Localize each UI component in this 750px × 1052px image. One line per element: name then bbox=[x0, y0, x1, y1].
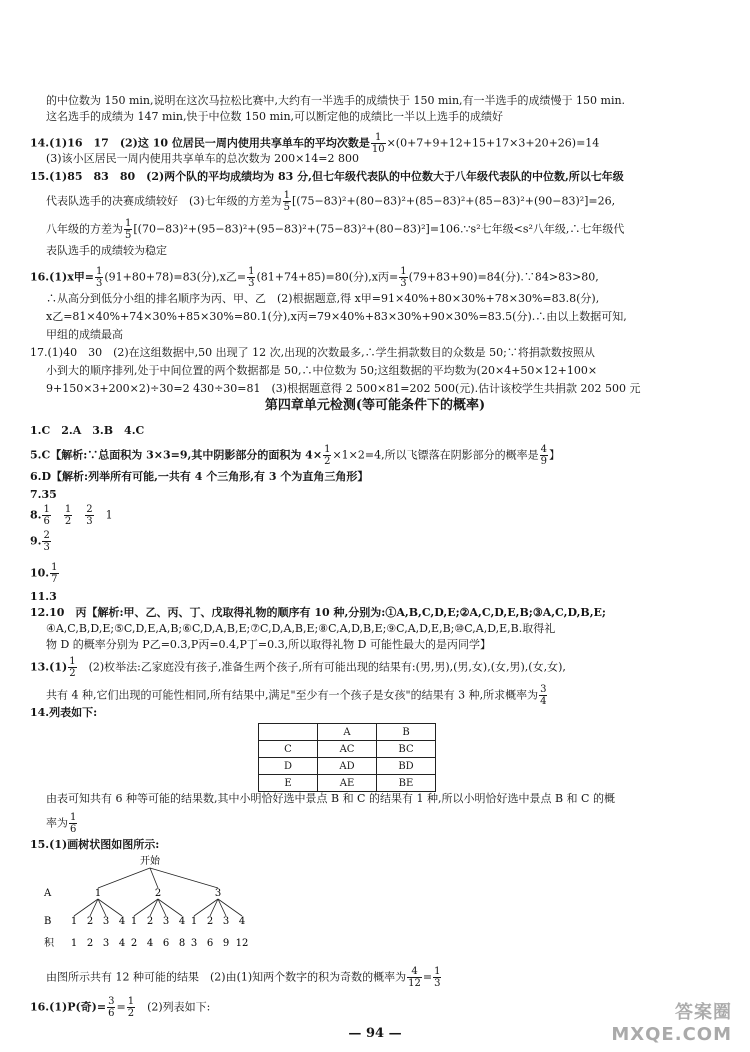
table-cell: B bbox=[377, 724, 436, 741]
text-span: ×1×2=4,所以飞镖落在阴影部分的概率是 bbox=[332, 448, 539, 462]
q7-line: 7.35 bbox=[30, 488, 57, 501]
fraction: $\frac{1}{7}$ bbox=[51, 562, 58, 585]
tree-branch bbox=[150, 868, 158, 888]
tree-row-a: A bbox=[44, 888, 52, 899]
tree-node-b: 1 bbox=[130, 916, 138, 927]
table-cell: AC bbox=[318, 741, 377, 758]
tree-node-product: 8 bbox=[178, 938, 186, 949]
tree-node-product: 3 bbox=[190, 938, 198, 949]
tree-node-a: 1 bbox=[94, 888, 102, 899]
q15-line2 bbox=[46, 190, 615, 213]
fraction: $\frac{1}{2}$ bbox=[324, 444, 331, 467]
tree-node-b: 1 bbox=[70, 916, 78, 927]
tree-node-product: 4 bbox=[146, 938, 154, 949]
q14-expr: ×(0+7+9+12+15+17×3+20+26)=14 bbox=[386, 136, 600, 150]
text-line: x乙=81×40%+74×30%+85×30%=80.1(分),x丙=79×40%+83×30%+90×30%=83.5(分).∴由以上数据可知, bbox=[46, 310, 627, 323]
q9-line bbox=[30, 530, 52, 553]
tree-node-b: 2 bbox=[206, 916, 214, 927]
text-line: 物 D 的概率分别为 P乙=0.3,P丙=0.4,P丁=0.3,所以取得礼物 D 可能性最大的是丙同学】 bbox=[46, 638, 491, 651]
q14-answer bbox=[46, 812, 78, 835]
tree-node-product: 9 bbox=[222, 938, 230, 949]
table-cell: BC bbox=[377, 741, 436, 758]
text-span: 12.10 丙【解析:甲、乙、丙、丁、戊取得礼物的顺序有 10 种,分别为:①A,B,C,D,E;②A,C,D,E,B;③A,C,D,B,E; bbox=[30, 606, 606, 619]
text-span: 5.C【解析:∵总面积为 3×3=9,其中阴影部分的面积为 4× bbox=[30, 448, 323, 462]
text-line: 表队选手的成绩较为稳定 bbox=[46, 244, 167, 257]
q14-line: 14.列表如下: bbox=[30, 706, 98, 719]
q6-line: 6.D【解析:列举所有可能,一共有 4 个三角形,有 3 个为直角三角形】 bbox=[30, 470, 369, 483]
q13-line bbox=[30, 656, 566, 679]
text-line: ∴从高分到低分小组的排名顺序为丙、甲、乙 (2)根据题意,得 x甲=91×40%+80×30%+78×30%=83.8(分), bbox=[46, 292, 600, 305]
fraction: $\frac{3}{4}$ bbox=[540, 684, 547, 707]
text-span: (2)枚举法:乙家庭没有孩子,准备生两个孩子,所有可能出现的结果有:(男,男),(男,女),(女,男),(女,女), bbox=[77, 660, 566, 674]
tree-node-b: 4 bbox=[238, 916, 246, 927]
tree-branch bbox=[98, 868, 150, 888]
tree-diagram bbox=[40, 848, 260, 958]
text-span: 16.(1)x甲= bbox=[30, 270, 94, 284]
tree-row-b: B bbox=[44, 916, 52, 927]
section-title: 第四章单元检测(等可能条件下的概率) bbox=[264, 398, 486, 413]
fraction: $\frac{3}{6}$ bbox=[108, 996, 115, 1019]
tree-node-b: 3 bbox=[162, 916, 170, 927]
tree-start: 开始 bbox=[140, 856, 160, 867]
table-row bbox=[259, 724, 436, 741]
text-span: 】 bbox=[548, 448, 560, 462]
fraction: $\frac{1}{2}$ bbox=[127, 996, 135, 1019]
q13-line2 bbox=[46, 684, 548, 707]
text-span: 代表队选手的决赛成绩较好 bbox=[46, 194, 178, 208]
tree-node-product: 4 bbox=[118, 938, 126, 949]
text-span: (79+83+90)=84(分).∵84>83>80, bbox=[408, 270, 599, 284]
fraction: $\frac{1}{3}$ bbox=[248, 266, 255, 289]
fraction: $\frac{1}{5}$ bbox=[283, 190, 290, 213]
table-cell: C bbox=[259, 741, 318, 758]
text-span: (3)七年级的方差为 bbox=[189, 194, 282, 208]
table-row bbox=[259, 741, 436, 758]
tree-node-b: 1 bbox=[190, 916, 198, 927]
fraction: $\frac{1}{2}$ bbox=[64, 504, 72, 527]
text-span: (2)列表如下: bbox=[136, 1000, 211, 1014]
text-span: 8. bbox=[30, 508, 42, 522]
fraction: $\frac{1}{3}$ bbox=[434, 966, 441, 989]
table-cell: AD bbox=[318, 758, 377, 775]
fraction: $\frac{1}{5}$ bbox=[125, 218, 132, 241]
text-span: (81+74+85)=80(分),x丙= bbox=[256, 270, 399, 284]
tree-node-product: 6 bbox=[162, 938, 170, 949]
fraction: $\frac{2}{3}$ bbox=[86, 504, 93, 527]
table-cell bbox=[259, 724, 318, 741]
text-line: 的中位数为 150 min,说明在这次马拉松比赛中,大约有一半选手的成绩快于 150 min,有一半选手的成绩慢于 150 min. bbox=[46, 94, 626, 107]
tree-node-b: 2 bbox=[146, 916, 154, 927]
text-line: 小到大的顺序排列,处于中间位置的两个数据都是 50,∴中位数为 50;这组数据的平均数为(20×4+50×12+100× bbox=[46, 364, 598, 377]
q16b-line: 16.(1)P(奇)= $\frac{3}{6}$ = $\frac{1}{2}$ (2)列表如下: bbox=[30, 996, 211, 1019]
tree-node-product: 6 bbox=[206, 938, 214, 949]
text-span: 率为 bbox=[46, 816, 68, 830]
q17-line: 17.(1)40 30 (2)在这组数据中,50 出现了 12 次,出现的次数最多,∴学生捐款数目的众数是 50;∵将捐款数按照从 bbox=[30, 346, 595, 359]
tree-node-b: 2 bbox=[86, 916, 94, 927]
fraction: $\frac{4}{12}$ bbox=[408, 966, 421, 989]
fraction: $\frac{1}{3}$ bbox=[400, 266, 407, 289]
text-span: 共有 4 种,它们出现的可能性相同,所有结果中,满足"至少有一个孩子是女孩"的结果有 3 种,所求概率为 bbox=[46, 688, 539, 702]
q8-line bbox=[30, 504, 113, 527]
tree-branch bbox=[150, 868, 218, 888]
text-line: 由表可知共有 6 种等可能的结果数,其中小明恰好选中景点 B 和 C 的结果有 1 种,所以小明恰好选中景点 B 和 C 的概 bbox=[46, 792, 615, 805]
text-line: ④A,C,B,D,E;⑤C,D,E,A,B;⑥C,D,A,B,E;⑦C,D,A,B,E;⑧C,A,D,B,E;⑨C,A,D,E,B;⑩C,A,D,E,B.取得礼 bbox=[46, 622, 556, 635]
text-span: 由图所示共有 12 种可能的结果 (2)由(1)知两个数字的积为奇数的概率为 bbox=[46, 970, 407, 984]
tree-node-a: 2 bbox=[154, 888, 162, 899]
text-span: 八年级的方差为 bbox=[46, 222, 123, 236]
outcome-table bbox=[258, 723, 436, 792]
text-line: 甲组的成绩最高 bbox=[46, 328, 123, 341]
q15-tree-line: 15.(1)画树状图如图所示: bbox=[30, 838, 160, 851]
text-line: 这名选手的成绩为 147 min,快于中位数 150 min,可以断定他的成绩比一半以上选手的成绩好 bbox=[46, 110, 504, 123]
page-number: — 94 — bbox=[348, 1026, 402, 1041]
q12-line bbox=[30, 606, 606, 620]
q11-line: 11.3 bbox=[30, 590, 57, 603]
fraction: $\frac{2}{3}$ bbox=[43, 530, 50, 553]
tree-node-product: 1 bbox=[70, 938, 78, 949]
tree-node-product: 2 bbox=[130, 938, 138, 949]
q10-line bbox=[30, 562, 60, 585]
text-span: [(75−83)²+(80−83)²+(85−83)²+(85−83)²+(90−83)²]=26, bbox=[291, 194, 616, 208]
q5-line bbox=[30, 444, 560, 467]
table-cell: BE bbox=[377, 775, 436, 792]
tree-node-b: 3 bbox=[222, 916, 230, 927]
text-span: 10. bbox=[30, 566, 50, 580]
fraction: $\frac{1}{6}$ bbox=[43, 504, 50, 527]
table-cell: A bbox=[318, 724, 377, 741]
tree-node-b: 4 bbox=[118, 916, 126, 927]
table-cell: E bbox=[259, 775, 318, 792]
text-span: 16.(1)P(奇)= bbox=[30, 1000, 107, 1014]
q16-line bbox=[30, 266, 599, 289]
table-cell: BD bbox=[377, 758, 436, 775]
answers-1-4: 1.C 2.A 3.B 4.C bbox=[30, 424, 145, 437]
q14-text: 14.(1)16 17 (2)这 10 位居民一周内使用共享单车的平均次数是 bbox=[30, 136, 370, 150]
q15-line: 15.(1)85 83 80 (2)两个队的平均成绩均为 83 分,但七年级代表队的中位数大于八年级代表队的中位数,所以七年级 bbox=[30, 170, 624, 183]
fraction: $\frac{1}{10}$ bbox=[371, 132, 385, 155]
table-row bbox=[259, 775, 436, 792]
tree-row-p: 积 bbox=[44, 938, 54, 949]
fraction: $\frac{1}{2}$ bbox=[69, 656, 76, 679]
text-line: (3)该小区居民一周内使用共享单车的总次数为 200×14=2 800 bbox=[46, 152, 359, 165]
table-cell: D bbox=[259, 758, 318, 775]
fraction: $\frac{4}{9}$ bbox=[540, 444, 547, 467]
tree-node-product: 12 bbox=[235, 938, 249, 949]
q15-line3 bbox=[46, 218, 624, 241]
text-span: [(70−83)²+(95−83)²+(95−83)²+(75−83)²+(80−83)²]=106.∵s²七年级<s²八年级,∴七年级代 bbox=[133, 222, 625, 236]
text-span: 13.(1) bbox=[30, 660, 68, 674]
q15-answer: 由图所示共有 12 种可能的结果 (2)由(1)知两个数字的积为奇数的概率为 $\frac{4}{12}$ = $\frac{1}{3}$ bbox=[46, 966, 441, 989]
tree-node-b: 3 bbox=[102, 916, 110, 927]
tree-node-product: 2 bbox=[86, 938, 94, 949]
table-cell: AE bbox=[318, 775, 377, 792]
tree-node-b: 4 bbox=[178, 916, 186, 927]
fraction: $\frac{1}{6}$ bbox=[70, 812, 77, 835]
fraction: $\frac{1}{3}$ bbox=[95, 266, 103, 289]
text-line: 9+150×3+200×2)÷30=2 430÷30=81 (3)根据题意得 2 500×81=202 500(元).估计该校学生共捐款 202 500 元 bbox=[46, 382, 641, 395]
text-span: 9. bbox=[30, 534, 42, 548]
text-span: 1 bbox=[105, 508, 113, 522]
tree-node-a: 3 bbox=[214, 888, 222, 899]
text-span: (91+80+78)=83(分),x乙= bbox=[104, 270, 247, 284]
table-row bbox=[259, 758, 436, 775]
watermark-logo: 答案圈 MXQE.COM bbox=[611, 1002, 732, 1045]
tree-node-product: 3 bbox=[102, 938, 110, 949]
